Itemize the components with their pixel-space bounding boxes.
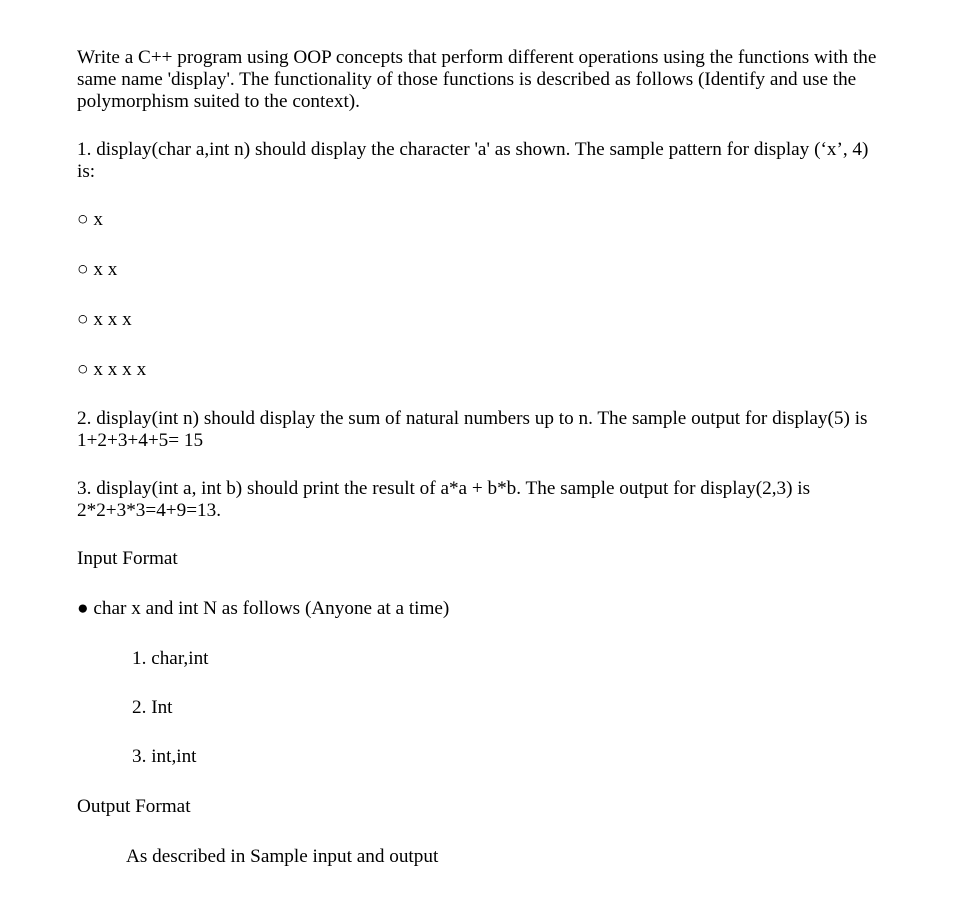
filled-circle-icon: ● [77, 598, 89, 619]
intro-paragraph: Write a C++ program using OOP concepts that perform different operations using the functions with the same name 'display'. The functionality of those functions is described as follows (Identify and use the polymorphism suited to the context). [77, 47, 877, 112]
pattern-row-1 [77, 209, 877, 231]
input-format-bullet-text: char x and int N as follows (Anyone at a time) [93, 598, 450, 619]
pattern-row-2 [77, 259, 877, 281]
item-2-description: 2. display(int n) should display the sum of natural numbers up to n. The sample output for display(5) is 1+2+3+4+5= 15 [77, 408, 868, 451]
pattern-row-text: x x x x [93, 359, 147, 380]
hollow-circle-icon: ○ [77, 259, 89, 280]
output-format-heading: Output Format [77, 796, 191, 817]
input-option-1: 1. char,int [132, 648, 209, 669]
pattern-row-3 [77, 309, 877, 331]
item-1-description: 1. display(char a,int n) should display the character 'a' as shown. The sample pattern for display (‘x’, 4) is: [77, 139, 869, 182]
pattern-row-text: x [93, 209, 103, 230]
hollow-circle-icon: ○ [77, 359, 89, 380]
input-format-heading: Input Format [77, 548, 178, 569]
item-3-description: 3. display(int a, int b) should print the result of a*a + b*b. The sample output for display(2,3) is 2*2+3*3=4+9=13. [77, 478, 811, 521]
problem-statement [77, 47, 877, 868]
hollow-circle-icon: ○ [77, 309, 89, 330]
pattern-row-text: x x x [93, 309, 132, 330]
pattern-row-4 [77, 359, 877, 381]
input-option-2: 2. Int [132, 697, 173, 718]
input-format-bullet [77, 598, 877, 620]
output-format-description: As described in Sample input and output [126, 846, 439, 867]
hollow-circle-icon: ○ [77, 209, 89, 230]
pattern-row-text: x x [93, 259, 118, 280]
input-option-3: 3. int,int [132, 746, 197, 767]
